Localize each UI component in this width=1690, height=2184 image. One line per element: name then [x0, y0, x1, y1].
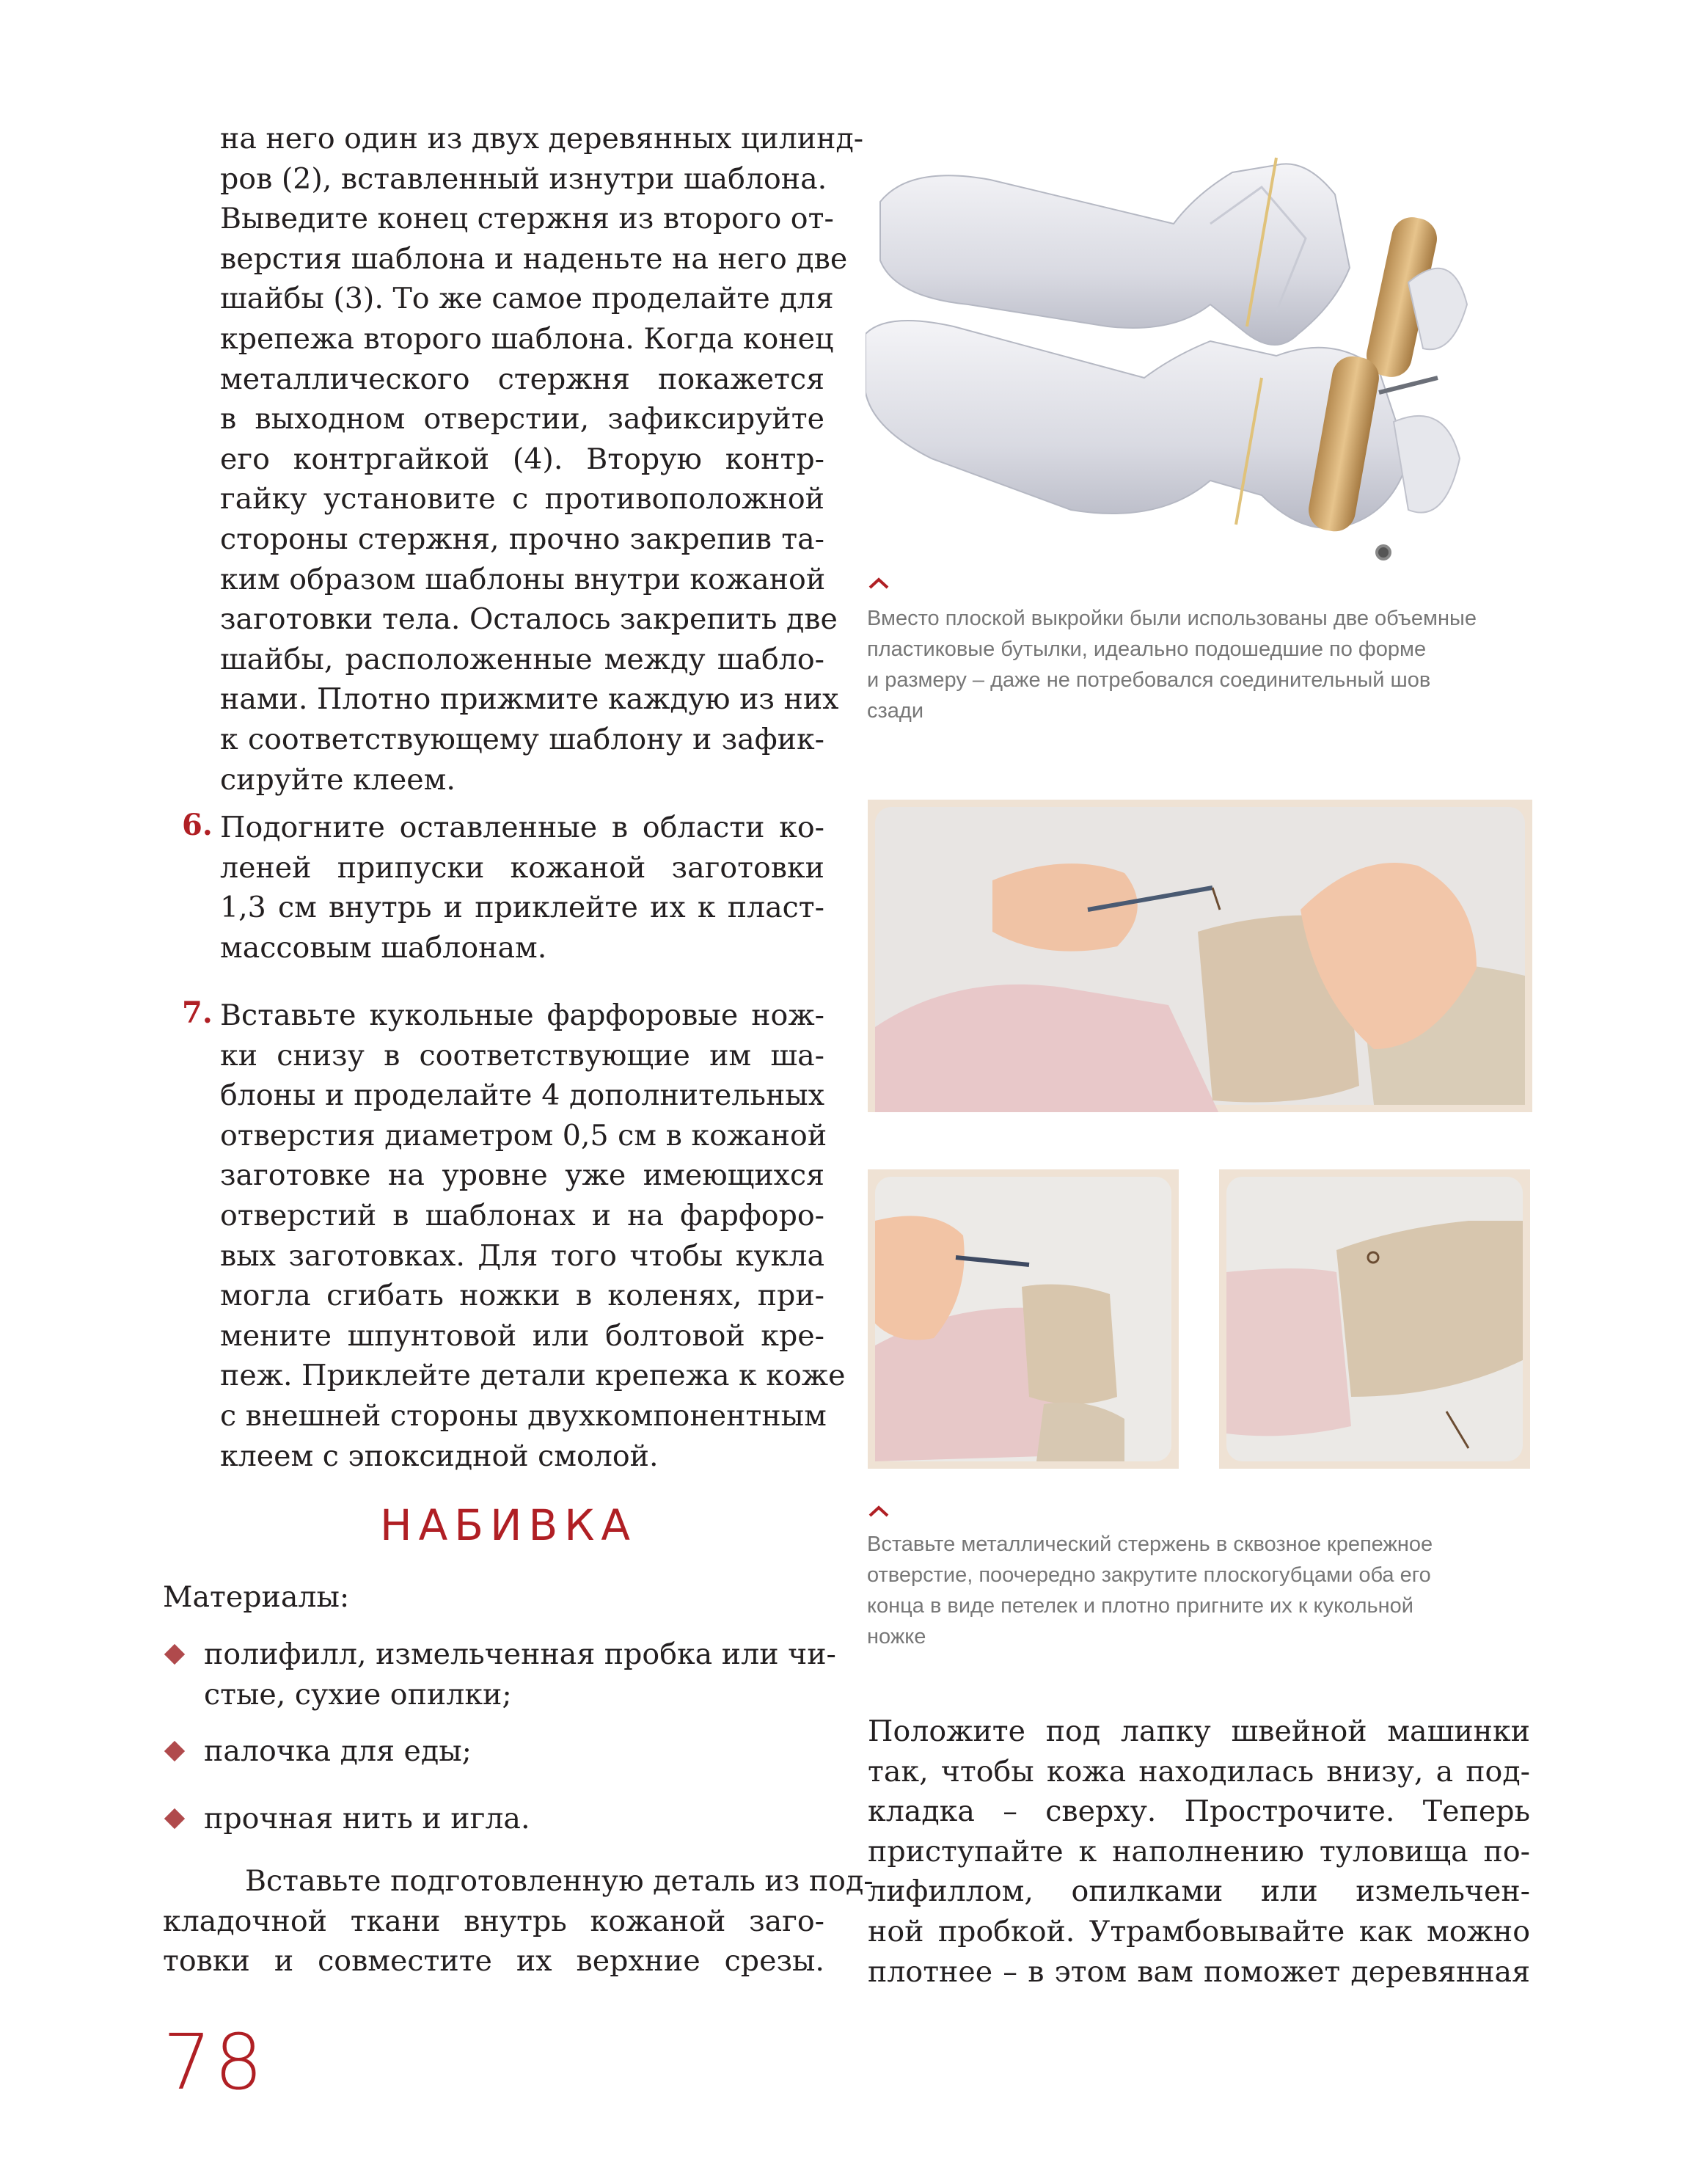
paragraph-line: ки снизу в соответствующие им ша- [220, 1038, 824, 1073]
step-7 [182, 996, 846, 1476]
step-6 [182, 808, 824, 968]
step-number: 7. [182, 996, 213, 1030]
step-text [220, 996, 846, 1476]
materials-label: Материалы: [163, 1580, 350, 1614]
paragraph-line: шайбы, расположенные между шабло- [220, 642, 824, 676]
paragraph-line: могла сгибать ножки в коленях, при- [220, 1279, 824, 1313]
paragraph-line: его контргайкой (4). Вторую контр- [220, 442, 824, 476]
paragraph-line: ров (2), вставленный изнутри шаблона. [220, 161, 827, 196]
paragraph-line: приступайте к наполнению туловища по- [868, 1834, 1530, 1869]
paragraph-line: стороны стержня, прочно закрепив та- [220, 522, 824, 556]
caption-line: отверстие, поочередно закрутите плоскогубцами оба его [867, 1563, 1431, 1587]
paragraph-line: пеж. Приклейте детали крепежа к коже [220, 1359, 846, 1393]
paragraph-line: ким образом шаблоны внутри кожаной [220, 562, 826, 596]
paragraph-line: заготовки тела. Осталось закрепить две [220, 602, 838, 637]
paragraph-continuation [220, 119, 864, 800]
paragraph-line: так, чтобы кожа находилась внизу, а под- [868, 1754, 1530, 1789]
caption-insert-rod [867, 1529, 1557, 1652]
caret-up-icon [868, 576, 890, 594]
paragraph-line: мените шпунтовой или болтовой кре- [220, 1318, 824, 1353]
section-paragraph [163, 1861, 874, 1982]
list-item [163, 1731, 824, 1799]
paragraph-line: верстия шаблона и наденьте на него две [220, 241, 848, 276]
bullet-diamond-icon [164, 1644, 185, 1665]
paragraph-line: лифиллом, опилками или измельчен- [868, 1874, 1530, 1909]
paragraph-line: сируйте клеем. [220, 762, 456, 797]
paragraph-line: в выходном отверстии, зафиксируйте [220, 402, 824, 437]
paragraph-line: плотнее – в этом вам поможет деревянная [868, 1954, 1530, 1989]
photo-plastic-templates [866, 114, 1555, 583]
photo-finished-joint [1219, 1169, 1530, 1469]
paragraph-line: массовым шаблонам. [220, 930, 547, 965]
caret-up-icon [868, 1504, 890, 1522]
paragraph-line: нами. Плотно прижмите каждую из них [220, 682, 839, 717]
paragraph-lines [220, 119, 864, 800]
caption-line: пластиковые бутылки, идеально подошедшие по форме [867, 638, 1427, 661]
paragraph-line: 1,3 см внутрь и приклейте их к пласт- [220, 891, 824, 925]
list-item [163, 1799, 824, 1858]
bullet-diamond-icon [164, 1741, 185, 1761]
paragraph-line: вых заготовках. Для того чтобы кукла [220, 1238, 824, 1273]
list-item-text: прочная нить и игла. [204, 1802, 530, 1836]
paragraph-line: на него один из двух деревянных цилинд- [220, 122, 864, 156]
caption-templates [867, 603, 1557, 726]
paragraph-line: Вставьте подготовленную деталь из под- [245, 1864, 874, 1898]
paragraph-line: Подогните оставленные в области ко- [220, 811, 824, 844]
list-item-text: полифилл, измельченная пробка или чи- [204, 1637, 836, 1671]
caption-line: ножке [867, 1625, 926, 1648]
paragraph-line: к соответствующему шаблону и зафик- [220, 722, 824, 756]
list-item-text: стые, сухие опилки; [204, 1677, 512, 1712]
paragraph-line: товки и совместите их верхние срезы. [163, 1944, 824, 1979]
paragraph-line: шайбы (3). То же самое проделайте для [220, 282, 834, 316]
paragraph-line: блоны и проделайте 4 дополнительных [220, 1078, 824, 1113]
paragraph-line: Положите под лапку швейной машинки [868, 1714, 1530, 1748]
paragraph-line: отверстия диаметром 0,5 см в кожаной [220, 1118, 827, 1153]
paragraph-line: с внешней стороны двухкомпонентным [220, 1398, 827, 1433]
list-item [163, 1635, 836, 1723]
materials-list [163, 1635, 836, 1858]
paragraph-line: гайку установите с противоположной [220, 482, 824, 516]
photo-inserting-rod [868, 800, 1532, 1112]
photo-twisting-loop [868, 1169, 1179, 1469]
paragraph-line: отверстий в шаблонах и на фарфоро- [220, 1198, 824, 1232]
caption-line: Вставьте металлический стержень в сквозное крепежное [867, 1533, 1433, 1556]
section-heading: НАБИВКА [380, 1500, 637, 1550]
right-paragraph [868, 1712, 1530, 1992]
paragraph-lines [868, 1712, 1530, 1992]
paragraph-line: леней припуски кожаной заготовки [220, 850, 824, 885]
paragraph-line: крепежа второго шаблона. Когда конец [220, 321, 834, 356]
paragraph-line: клеем с эпоксидной смолой. [220, 1439, 659, 1473]
caption-line: сзади [867, 699, 924, 723]
caption-line: и размеру – даже не потребовался соединительный шов [867, 668, 1431, 692]
paragraph-line: Вставьте кукольные фарфоровые нож- [220, 998, 824, 1032]
bullet-diamond-icon [164, 1808, 185, 1829]
paragraph-line: кладка – сверху. Прострочите. Теперь [868, 1794, 1530, 1829]
step-number: 6. [182, 808, 213, 842]
list-item-text: палочка для еды; [204, 1734, 472, 1768]
plastic-templates-illustration [866, 114, 1555, 583]
step-text [220, 808, 824, 968]
paragraph-line: заготовке на уровне уже имеющихся [220, 1158, 824, 1193]
paragraph-line: ной пробкой. Утрамбовывайте как можно [868, 1914, 1530, 1949]
paragraph-line: металлического стержня покажется [220, 362, 824, 396]
caption-line: конца в виде петелек и плотно пригните их к кукольной [867, 1594, 1413, 1618]
page-number: 78 [163, 2017, 266, 2107]
paragraph-line: кладочной ткани внутрь кожаной заго- [163, 1904, 824, 1938]
paragraph-line: Выведите конец стержня из второго от- [220, 202, 834, 236]
caption-line: Вместо плоской выкройки были использованы две объемные [867, 607, 1477, 630]
